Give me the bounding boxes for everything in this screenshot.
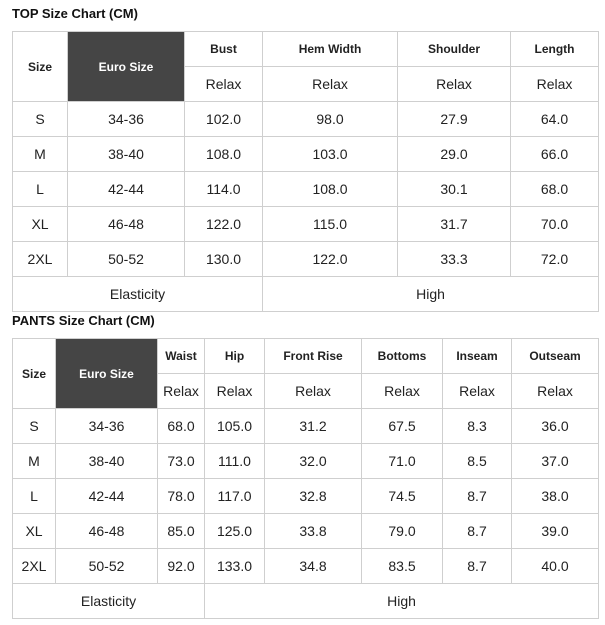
size-cell: M (13, 137, 68, 172)
value-cell: 122.0 (185, 207, 263, 242)
value-cell: 122.0 (263, 242, 398, 277)
column-header: Bust (185, 32, 263, 67)
size-header: Size (13, 339, 56, 409)
fit-cell: Relax (512, 374, 599, 409)
size-cell: L (13, 172, 68, 207)
table-row (13, 479, 599, 514)
value-cell: 29.0 (398, 137, 511, 172)
value-cell: 32.8 (265, 479, 362, 514)
value-cell: 31.7 (398, 207, 511, 242)
value-cell: 8.5 (443, 444, 512, 479)
value-cell: 85.0 (158, 514, 205, 549)
euro-cell: 38-40 (56, 444, 158, 479)
fit-cell: Relax (443, 374, 512, 409)
column-header: Length (511, 32, 599, 67)
table-row (13, 137, 599, 172)
table-row (13, 102, 599, 137)
size-cell: S (13, 102, 68, 137)
value-cell: 111.0 (205, 444, 265, 479)
column-header: Hem Width (263, 32, 398, 67)
table-row (13, 514, 599, 549)
euro-cell: 34-36 (68, 102, 185, 137)
fit-cell: Relax (362, 374, 443, 409)
table-row (13, 549, 599, 584)
euro-cell: 42-44 (56, 479, 158, 514)
value-cell: 105.0 (205, 409, 265, 444)
value-cell: 130.0 (185, 242, 263, 277)
value-cell: 8.3 (443, 409, 512, 444)
size-cell: S (13, 409, 56, 444)
value-cell: 34.8 (265, 549, 362, 584)
value-cell: 117.0 (205, 479, 265, 514)
top-size-table (12, 31, 599, 312)
value-cell: 103.0 (263, 137, 398, 172)
value-cell: 114.0 (185, 172, 263, 207)
size-cell: XL (13, 207, 68, 242)
table-row (13, 242, 599, 277)
pants-size-table (12, 338, 599, 619)
value-cell: 36.0 (512, 409, 599, 444)
pants-chart-title: PANTS Size Chart (CM) (12, 313, 155, 328)
size-cell: L (13, 479, 56, 514)
euro-size-header: Euro Size (56, 339, 158, 409)
column-header: Front Rise (265, 339, 362, 374)
value-cell: 71.0 (362, 444, 443, 479)
value-cell: 8.7 (443, 514, 512, 549)
value-cell: 66.0 (511, 137, 599, 172)
elasticity-label: Elasticity (13, 277, 263, 312)
value-cell: 68.0 (158, 409, 205, 444)
value-cell: 92.0 (158, 549, 205, 584)
euro-cell: 50-52 (68, 242, 185, 277)
size-cell: 2XL (13, 242, 68, 277)
fit-cell: Relax (265, 374, 362, 409)
size-cell: 2XL (13, 549, 56, 584)
elasticity-row (13, 277, 599, 312)
fit-cell: Relax (185, 67, 263, 102)
value-cell: 72.0 (511, 242, 599, 277)
value-cell: 83.5 (362, 549, 443, 584)
table-row (13, 172, 599, 207)
value-cell: 78.0 (158, 479, 205, 514)
fit-cell: Relax (263, 67, 398, 102)
value-cell: 37.0 (512, 444, 599, 479)
euro-cell: 38-40 (68, 137, 185, 172)
euro-cell: 50-52 (56, 549, 158, 584)
value-cell: 74.5 (362, 479, 443, 514)
value-cell: 73.0 (158, 444, 205, 479)
column-header: Outseam (512, 339, 599, 374)
value-cell: 68.0 (511, 172, 599, 207)
elasticity-label: Elasticity (13, 584, 205, 619)
elasticity-row (13, 584, 599, 619)
size-header: Size (13, 32, 68, 102)
value-cell: 125.0 (205, 514, 265, 549)
elasticity-value: High (205, 584, 599, 619)
column-header: Inseam (443, 339, 512, 374)
euro-cell: 34-36 (56, 409, 158, 444)
value-cell: 115.0 (263, 207, 398, 242)
value-cell: 38.0 (512, 479, 599, 514)
value-cell: 40.0 (512, 549, 599, 584)
fit-cell: Relax (205, 374, 265, 409)
value-cell: 67.5 (362, 409, 443, 444)
value-cell: 31.2 (265, 409, 362, 444)
value-cell: 39.0 (512, 514, 599, 549)
table-row (13, 409, 599, 444)
fit-cell: Relax (511, 67, 599, 102)
value-cell: 8.7 (443, 549, 512, 584)
table-row (13, 207, 599, 242)
value-cell: 70.0 (511, 207, 599, 242)
elasticity-value: High (263, 277, 599, 312)
value-cell: 79.0 (362, 514, 443, 549)
column-header: Shoulder (398, 32, 511, 67)
value-cell: 64.0 (511, 102, 599, 137)
euro-cell: 46-48 (68, 207, 185, 242)
column-header: Hip (205, 339, 265, 374)
value-cell: 33.8 (265, 514, 362, 549)
value-cell: 30.1 (398, 172, 511, 207)
size-cell: XL (13, 514, 56, 549)
value-cell: 133.0 (205, 549, 265, 584)
value-cell: 98.0 (263, 102, 398, 137)
fit-cell: Relax (158, 374, 205, 409)
column-header: Waist (158, 339, 205, 374)
value-cell: 108.0 (263, 172, 398, 207)
value-cell: 102.0 (185, 102, 263, 137)
euro-cell: 42-44 (68, 172, 185, 207)
value-cell: 32.0 (265, 444, 362, 479)
value-cell: 8.7 (443, 479, 512, 514)
size-cell: M (13, 444, 56, 479)
euro-size-header: Euro Size (68, 32, 185, 102)
column-header: Bottoms (362, 339, 443, 374)
top-chart-title: TOP Size Chart (CM) (12, 6, 138, 21)
euro-cell: 46-48 (56, 514, 158, 549)
value-cell: 27.9 (398, 102, 511, 137)
value-cell: 33.3 (398, 242, 511, 277)
table-row (13, 444, 599, 479)
fit-cell: Relax (398, 67, 511, 102)
value-cell: 108.0 (185, 137, 263, 172)
